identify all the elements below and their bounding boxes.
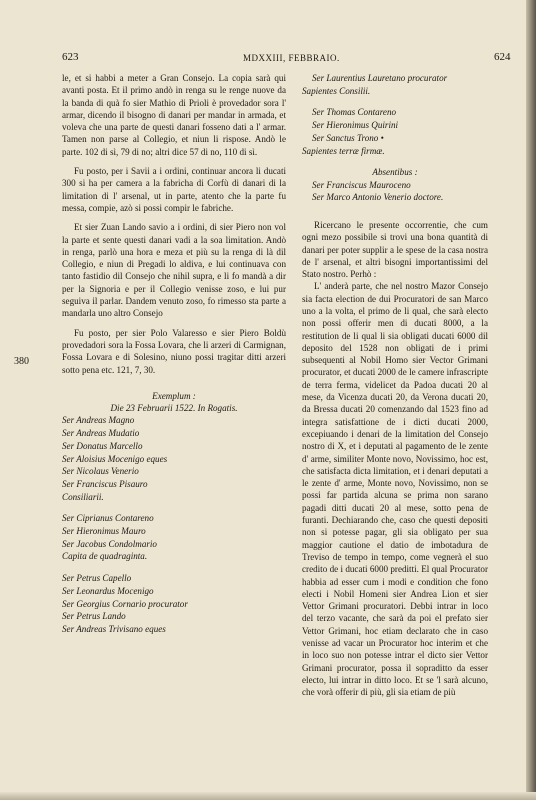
exemplum-heading: Exemplum : xyxy=(152,390,196,401)
page-number-left: 623 xyxy=(62,51,79,63)
group-title: Sapientes terræ firmæ. xyxy=(302,145,385,156)
left-paragraph-3: Et sier Zuan Lando savio a i ordini, di sier Piero non vol la parte et sente questi danari vadi a la soa limitation. Andò in renga, parlò una hora e meza et più su la renga di là dil Collegio, e niun di Pregadi lo aldiva, e lui continuava con tanto fastidio dil Consejo che nihil supra, e li fo mandà a dir per la Signoria e per il Collegio venisse zoso, e lui pur seguiva il parlar. Dandem venuto zoso, fo rimesso sta parte a mandarla uno altro Consejo xyxy=(62,222,286,319)
name-line: Ser Andreas Trivisano eques xyxy=(62,623,166,634)
running-title: MDXXIII, FEBBRAIO. xyxy=(243,53,340,63)
sapientes-group xyxy=(62,572,286,636)
name-line: Ser Sanctus Trono • xyxy=(312,132,384,143)
consiliarii-group xyxy=(62,414,286,503)
name-line: Ser Thomas Contareno xyxy=(312,107,397,118)
group-title: Sapientes Consilii. xyxy=(302,85,371,96)
page-edge-shadow xyxy=(526,0,536,800)
decree-date: Die 23 Februarii 1522. In Rogatis. xyxy=(110,403,238,414)
right-paragraph-2: L' anderà parte, che nel nostro Mazor Consejo sia facta election de dui Procuratori de san Marco uno a la volta, el primo de li qual, che sarà electo non possi offerir men di ducati 8000, a la restitution de li qual li sia obligati ducati 6000 dil deposito del 1528 non obligati de i primi subsequenti al Nobil Homo sier Vector Grimani procurator, et ducati 2000 de le camere infrascripte de terra ferma, videlicet da Padoa ducati 20 al mese, da Vicenza ducati 20, da Verona ducati 20, da Bressa ducati 20 comenzando dal 1523 fino ad integra satisfattione de i dicti ducati 2000, excepiuando i denari de la limitation del Consejo nostro di X, et i deputati al pagamento de le zente d' arme, similiter Monte novo, Novissimo, hoc est, che satisfacta dicta limitation, et i denari deputati a le zente d' arme, Monte novo, Novissimo, non se possi far partida alcuna se prima non sarano pagadi ditti ducati 20 al mese, sotto pena de furanti. Dechiarando che, caso che questi depositi non si potesse pagar, gli sia obligato per sua maggior cautione el datio de imbotadura de Treviso de tempo in tempo, come vegnerà el suo credito de i ducati 6000 preditti. El qual Procurator habbia ad esser cum i modi e condition che fono electi i Nobil Homeni sier Andrea Lion et sier Vettor Grimani procuratori. Debbi intrar in loco del terzo vacante, che sarà da poi el prefato sier Vettor Grimani, hoc etiam declarato che in caso venisse ad vacar un Procurator hoc interim et che in loco suo non potesse intrar el dicto sier Vettor Grimani procurator, possa il sopraditto da esser electo, lui intrar in ditto loco. Et se 'l sarà alcuno, che vorà offerir di più, gli sia etiam de più xyxy=(302,281,488,698)
left-paragraph-2: Fu posto, per i Savii a i ordini, continuar ancora li ducati 300 si ha per camera a la fabricha di Corfù di danari di la limitation di l' arsenal, ut in parte, atento che la parte fu messa, compie, azò si possi compir le fabriche. xyxy=(62,166,286,213)
name-line: Ser Georgius Cornario procurator xyxy=(62,598,188,609)
name-line: Ser Donatus Marcello xyxy=(62,440,143,451)
name-line: Ser Franciscus Mauroceno xyxy=(312,179,411,190)
absentibus-group xyxy=(302,179,488,204)
sapientes-consilii-group xyxy=(302,72,488,97)
capita-group xyxy=(62,512,286,563)
group-title: Capita de quadraginta. xyxy=(62,551,148,562)
name-line: Ser Petrus Lando xyxy=(62,611,126,622)
left-paragraph-1: le, et si habbi a meter a Gran Consejo. La copia sarà qui avanti posta. Et il primo andò in renga su le renge nuove da la banda di quà fo sier Mathio di Prioli è provedador sora l' armar, dicendo il bisogno di danari per mandar in armada, et voleva che una parte de questi danari fosseno dati a l' armar. Tamen non parse al Collegio, et niun li rispose. Andò le parte. 102 di sì, 79 di no; altri dice 57 di no, 110 di sì. xyxy=(62,73,286,157)
right-column xyxy=(302,72,488,699)
terrae-firmae-group xyxy=(302,106,488,157)
name-line: Ser Hieronimus Quirini xyxy=(312,120,399,131)
name-line: Ser Ciprianus Contareno xyxy=(62,513,154,524)
name-line: Ser Andreas Magno xyxy=(62,415,135,426)
name-line: Ser Nicolaus Venerio xyxy=(62,466,139,477)
name-line: Ser Andreas Mudatio xyxy=(62,428,140,439)
name-line: Ser Aloisius Mocenigo eques xyxy=(62,453,168,464)
page-number-right: 624 xyxy=(494,51,511,63)
name-line: Ser Petrus Capello xyxy=(62,573,132,584)
running-header xyxy=(0,51,536,65)
absentibus-heading: Absentibus : xyxy=(372,167,418,178)
name-line: Ser Laurentius Lauretano procurator xyxy=(312,73,448,83)
group-title: Consiliarii. xyxy=(62,491,104,502)
name-line: Ser Jacobus Condolmario xyxy=(62,538,157,549)
left-column xyxy=(62,72,286,645)
name-line: Ser Leonardus Mocenigo xyxy=(62,585,154,596)
name-line: Ser Franciscus Pisauro xyxy=(62,478,148,489)
right-paragraph-1: Ricercano le presente occorrentie, che cum ogni mezo possibile si trovi una bona quantità di danari per poter supplir a le spese de la casa nostra de l' arsenal, et altri bisogni importantissimi del Stato nostro. Perhò : xyxy=(302,219,488,280)
left-paragraph-4: Fu posto, per sier Polo Valaresso e sier Piero Boldù provedadori sora la Fossa Lovara, che li arzeri di Carmignan, Fossa Lovara e di Solesino, niuno possi tragitar ditti arzeri sotto pena etc. 121, 7, 30. xyxy=(62,327,286,375)
page-bottom-shadow xyxy=(0,792,536,800)
margin-note: 380 xyxy=(14,356,29,367)
name-line: Ser Hieronimus Mauro xyxy=(62,526,146,537)
name-line: Ser Marco Antonio Venerio doctore. xyxy=(312,192,444,203)
